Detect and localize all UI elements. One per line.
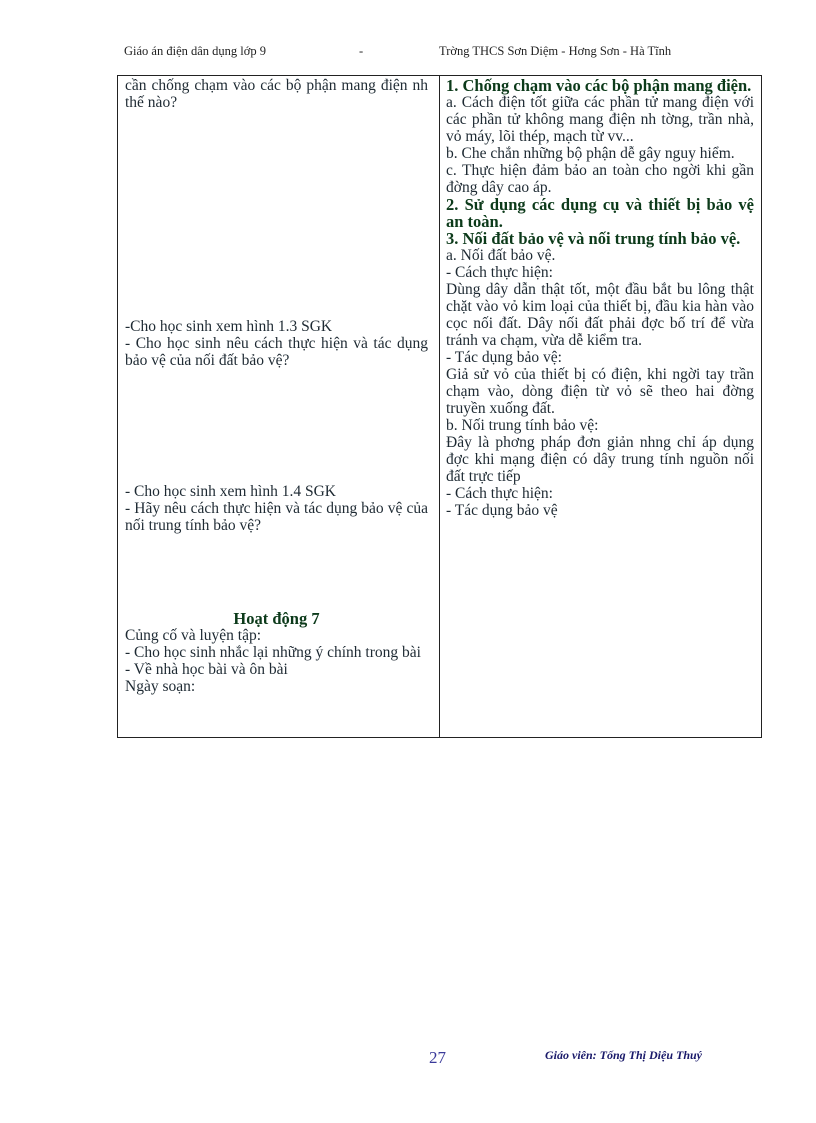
content-earthing-method: Dùng dây dẫn thật tốt, một đầu bắt bu lông thật chặt vào vỏ kim loại của thiết bị, đầu kia hàn vào cọc nối đất. Dây nối đất phải đợc bố trí để vừa tránh va chạm, vừa dễ kiểm tra.: [446, 281, 754, 349]
content-method-label: - Cách thực hiện:: [446, 264, 553, 281]
question-earthing: - Cho học sinh nêu cách thực hiện và tác dụng bảo vệ của nối đất bảo vệ?: [125, 335, 428, 369]
teacher-signature: Giáo viên: Tống Thị Diệu Thuý: [545, 1048, 703, 1062]
review-item-recap: - Cho học sinh nhắc lại những ý chính trong bài: [125, 644, 421, 661]
header-subject: Giáo án điện dân dụng lớp 9: [124, 44, 266, 58]
instruction-fig-1-4: - Cho học sinh xem hình 1.4 SGK: [125, 483, 336, 500]
review-item-homework: - Về nhà học bài và ôn bài: [125, 661, 288, 678]
content-earthing-title: a. Nối đất bảo vệ.: [446, 247, 556, 264]
lesson-table: [117, 75, 762, 738]
page-number: 27: [429, 1048, 446, 1067]
instruction-fig-1-3: -Cho học sinh xem hình 1.3 SGK: [125, 318, 333, 335]
content-high-voltage: c. Thực hiện đảm bảo an toàn cho ngời khi gần đờng dây cao áp.: [446, 162, 754, 196]
content-neutral-desc: Đây là phơng pháp đơn giản nhng chỉ áp dụng đợc khi mạng điện có dây trung tính nguồn nối đất trực tiếp: [446, 434, 754, 485]
content-insulation: a. Cách điện tốt giữa các phần tử mang điện với các phần tử không mang điện nh tờng, trần nhà, vỏ máy, lõi thép, mạch từ vv...: [446, 94, 754, 145]
content-neutral-method: - Cách thực hiện:: [446, 485, 553, 502]
section-heading-3: 3. Nối đất bảo vệ và nối trung tính bảo vệ.: [446, 229, 741, 248]
teacher-activity-column: [125, 76, 428, 695]
prepared-date-label: Ngày soạn:: [125, 678, 196, 695]
activity-title: Hoạt động 7: [233, 609, 320, 628]
content-neutral-title: b. Nối trung tính bảo vệ:: [446, 417, 599, 434]
content-earthing-effect: Giả sử vỏ của thiết bị có điện, khi ngời tay trần chạm vào, dòng điện từ vỏ sẽ theo hai đờng truyền xuống đất.: [446, 366, 754, 417]
question-neutral: - Hãy nêu cách thực hiện và tác dụng bảo vệ của nối trung tính bảo vệ?: [125, 500, 428, 534]
review-heading: Củng cố và luyện tập:: [125, 627, 262, 644]
column-divider: [439, 76, 440, 737]
section-heading-2: 2. Sử dụng các dụng cụ và thiết bị bảo vệ an toàn.: [446, 195, 754, 231]
content-neutral-effect: - Tác dụng bảo vệ: [446, 502, 558, 519]
question-anti-touch: cần chống chạm vào các bộ phận mang điện nh thế nào?: [125, 77, 428, 111]
header-separator: -: [359, 44, 364, 58]
content-column: [446, 76, 754, 519]
content-effect-label: - Tác dụng bảo vệ:: [446, 349, 562, 366]
content-shielding: b. Che chắn những bộ phận dễ gây nguy hiểm.: [446, 145, 735, 162]
header-school: Trờng THCS Sơn Diệm - Hơng Sơn - Hà Tĩnh: [439, 44, 672, 58]
section-heading-1: 1. Chống chạm vào các bộ phận mang điện.: [446, 76, 752, 95]
